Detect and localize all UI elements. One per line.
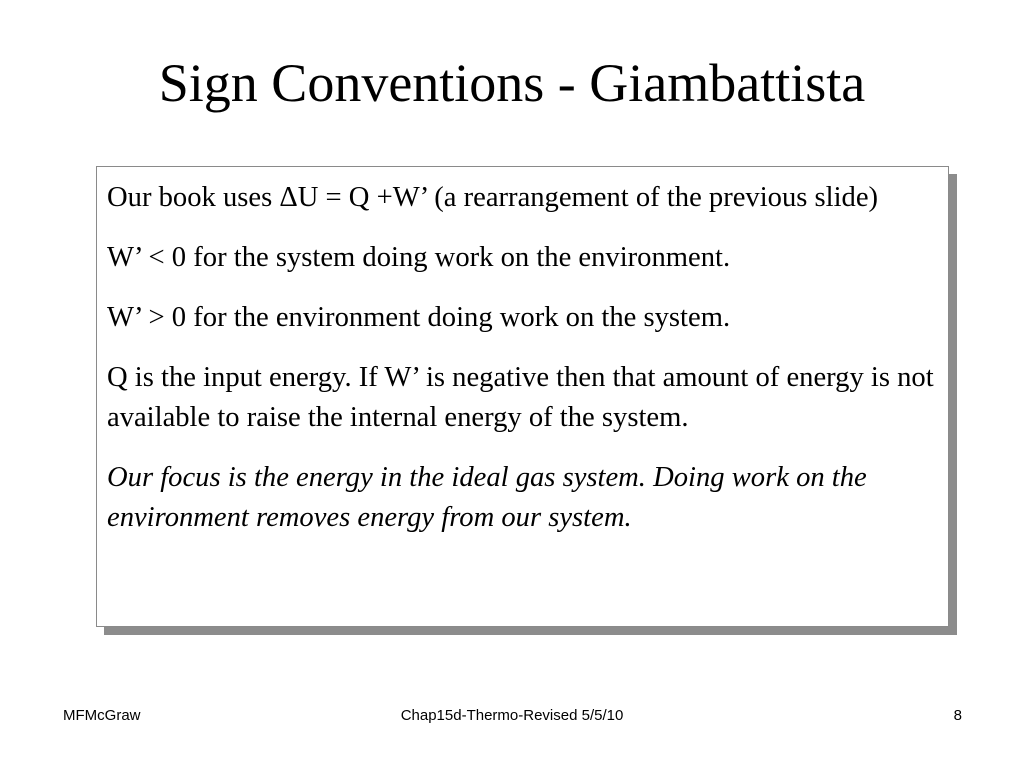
- content-box: [96, 166, 949, 627]
- footer-file-title: Chap15d-Thermo-Revised 5/5/10: [400, 707, 624, 724]
- footer-slide-number: 8: [953, 707, 962, 724]
- paragraph-focus-note: Our focus is the energy in the ideal gas system. Doing work on the environment removes energy from our system.: [107, 462, 867, 533]
- paragraph-work-positive: W’ > 0 for the environment doing work on the system.: [107, 302, 731, 333]
- slide-title: Sign Conventions - Giambattista: [158, 53, 866, 113]
- footer-author: MFMcGraw: [63, 707, 141, 724]
- paragraph-book-equation: Our book uses ΔU = Q +W’ (a rearrangement of the previous slide): [107, 182, 879, 213]
- paragraph-work-negative: W’ < 0 for the system doing work on the environment.: [107, 242, 731, 273]
- paragraph-input-energy: Q is the input energy. If W’ is negative then that amount of energy is not available to raise the internal energy of the system.: [107, 362, 934, 433]
